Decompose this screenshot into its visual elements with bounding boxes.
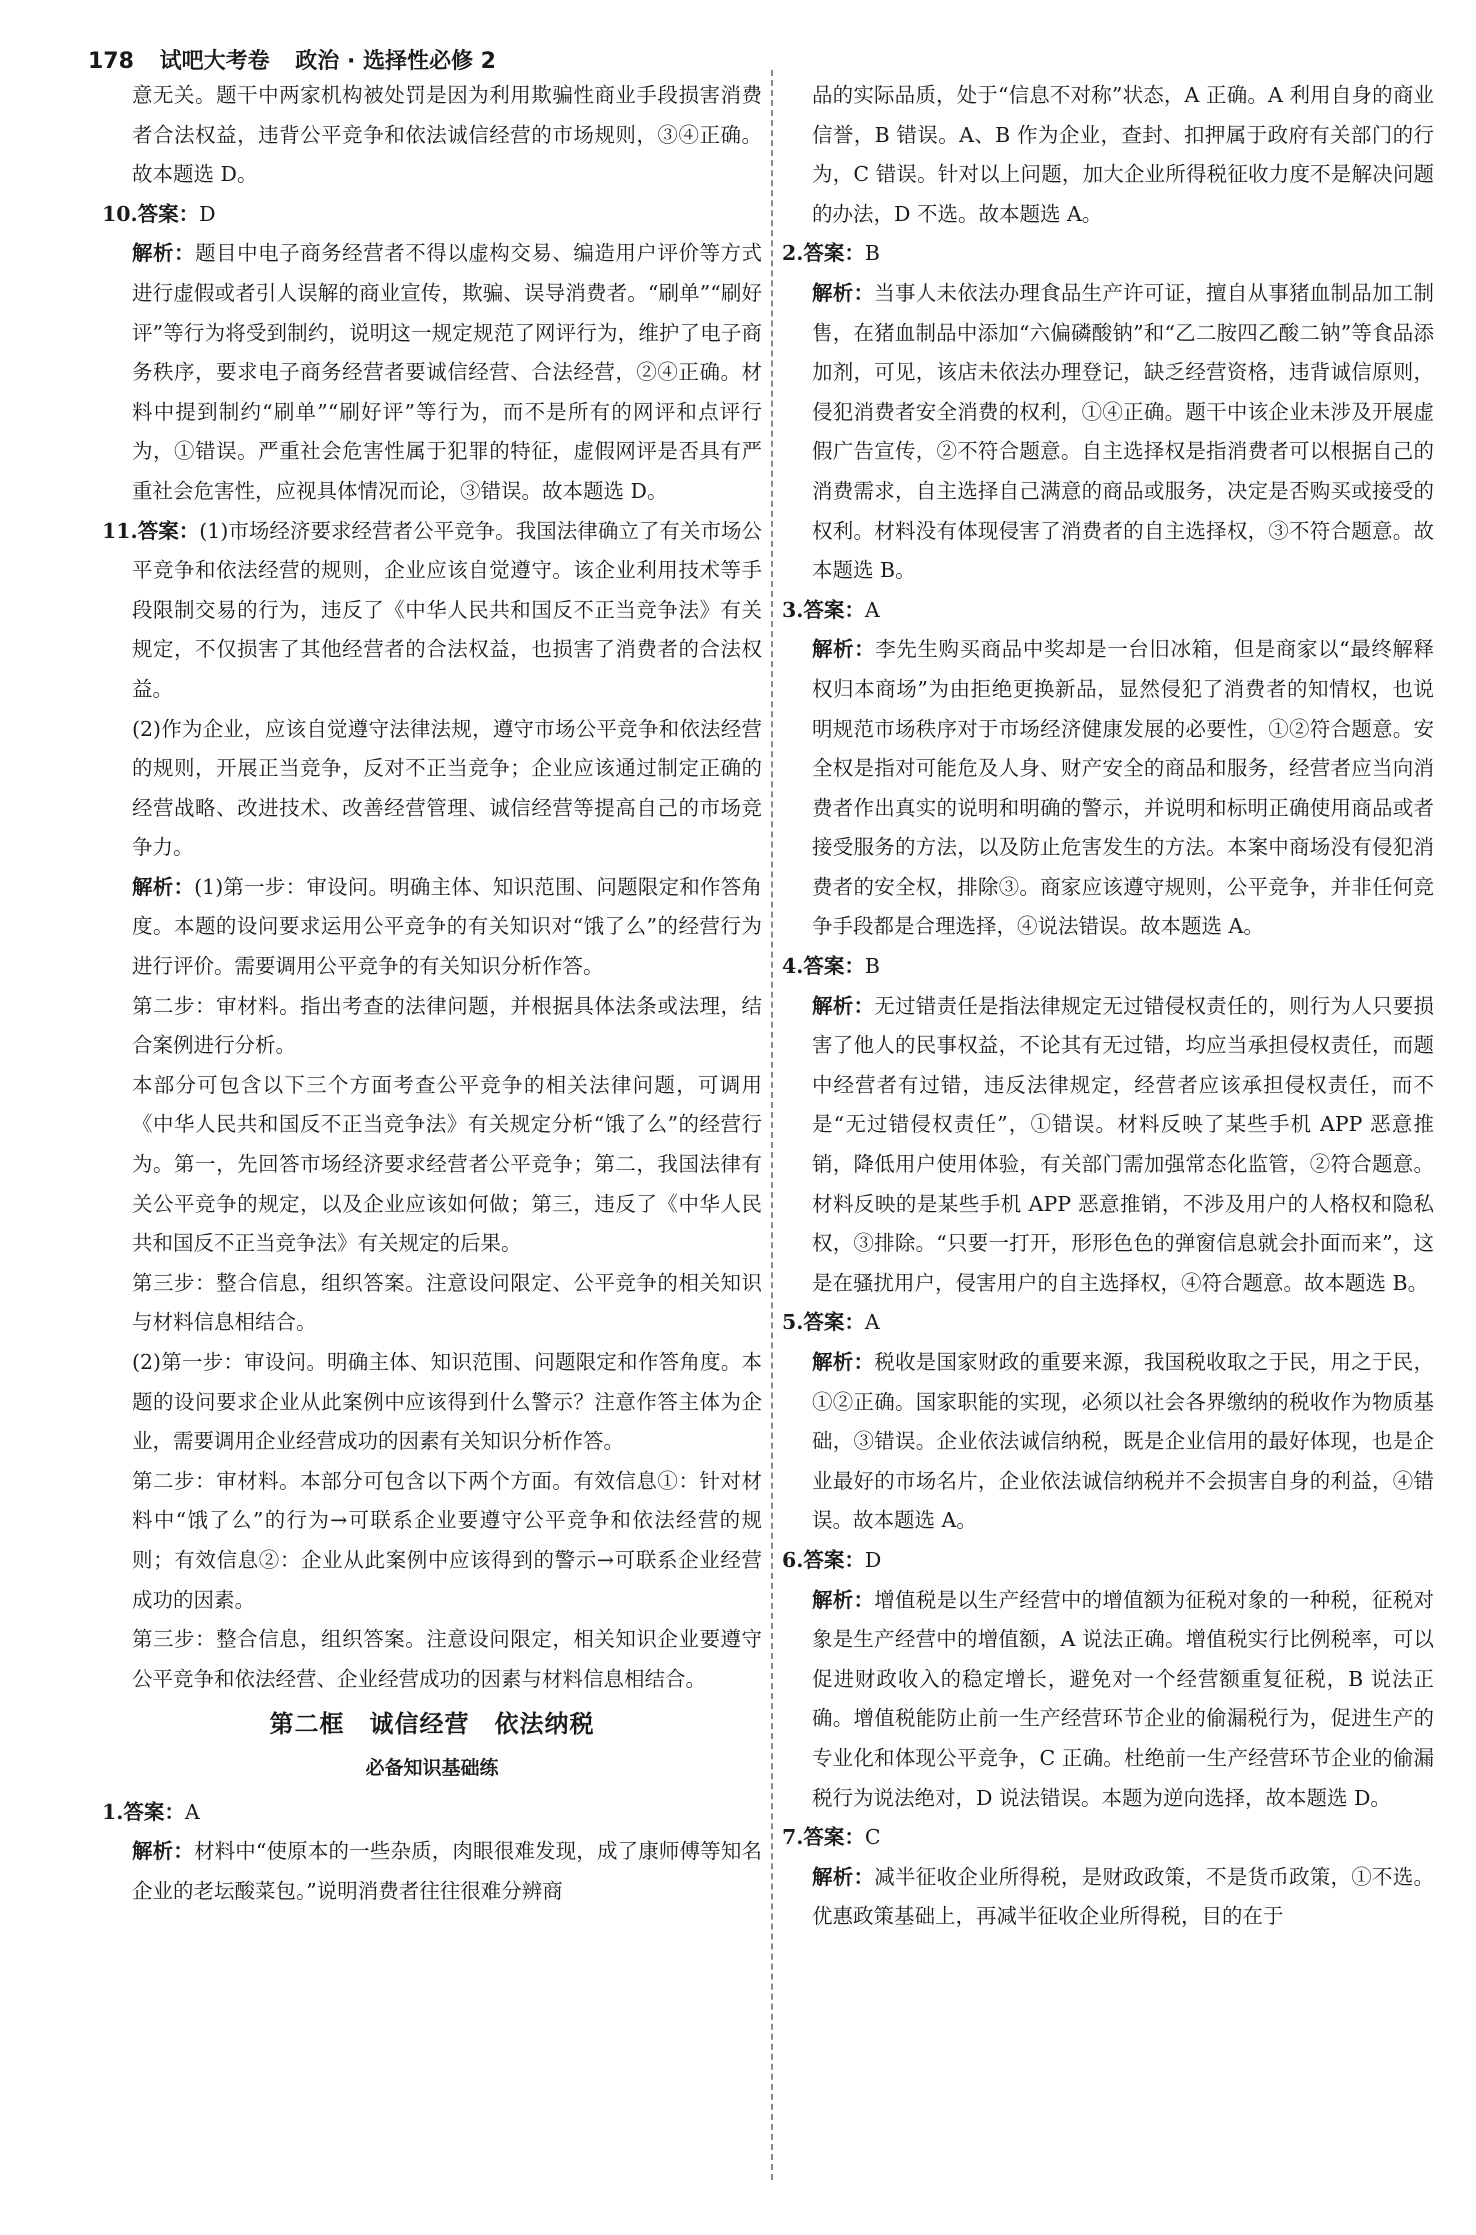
answer-text: (1)市场经济要求经营者公平竞争。我国法律确立了有关市场公平竞争和依法经营的规则，企业应该自觉遵守。该企业利用技术等手段限制交易的行为，违反了《中华人民共和国反不正当竞争法》有关规定，不仅损害了其他经营者的合法权益，也损害了消费者的合法权益。 — [132, 518, 762, 701]
question-number: 3. — [782, 597, 804, 622]
analysis-paragraph — [782, 987, 1434, 1304]
answer-text: D — [864, 1547, 882, 1572]
analysis-label: 解析： — [812, 1587, 875, 1612]
answer-text: D — [199, 201, 216, 226]
answer-text: B — [864, 954, 880, 979]
analysis-text: 减半征收企业所得税，是财政政策，不是货币政策，①不选。优惠政策基础上，再减半征收企业所得税，目的在于 — [812, 1864, 1435, 1929]
analysis-label: 解析： — [812, 637, 876, 662]
column-divider — [771, 70, 773, 2180]
page-header — [88, 44, 496, 75]
question-number: 5. — [782, 1310, 804, 1335]
analysis-text: 当事人未依法办理食品生产许可证，擅自从事猪血制品加工制售，在猪血制品中添加“六偏磷酸钠”和“乙二胺四乙酸二钠”等食品添加剂，可见，该店未依法办理登记，缺乏经营资格，违背诚信原则，侵犯消费者安全消费的权利，①④正确。题干中该企业未涉及开展虚假广告宣传，②不符合题意。自主选择权是指消费者可以根据自己的消费需求，自主选择自己满意的商品或服务，决定是否购买或接受的权利。材料没有体现侵害了消费者的自主选择权，③不符合题意。故本题选 B。 — [812, 280, 1435, 583]
answer-line — [782, 1541, 1434, 1581]
answer-label: 答案： — [803, 954, 865, 979]
answer-text: A — [864, 1310, 880, 1335]
analysis-text: 题目中电子商务经营者不得以虚构交易、编造用户评价等方式进行虚假或者引人误解的商业宣传，欺骗、误导消费者。“刷单”“刷好评”等行为将受到制约，说明这一规定规范了网评行为，维护了电子商务秩序，要求电子商务经营者要诚信经营、合法经营，②④正确。材料中提到制约“刷单”“刷好评”等行为，而不是所有的网评和点评行为，①错误。严重社会危害性属于犯罪的特征，虚假网评是否具有严重社会危害性，应视具体情况而论，③错误。故本题选 D。 — [132, 241, 763, 503]
answer-line — [782, 947, 1434, 987]
question-number: 1. — [102, 1799, 124, 1824]
analysis-paragraph — [782, 1858, 1434, 1937]
analysis-text: 增值税是以生产经营中的增值额为征税对象的一种税，征税对象是生产经营中的增值额，A 说法正确。增值税实行比例税率，可以促进财政收入的稳定增长，避免对一个经营额重复征税，B 说法正确。增值税能防止前一生产经营环节企业的偷漏税行为，促进生产的专业化和体现公平竞争，C 正确。杜绝前一生产经营环节企业的偷漏税行为说法绝对，D 说法错误。本题为逆向选择，故本题选 D。 — [812, 1587, 1435, 1810]
answer-line — [102, 1793, 762, 1833]
analysis-label: 解析： — [132, 1839, 194, 1864]
analysis-text: 材料中“使原本的一些杂质，肉眼很难发现，成了康师傅等知名企业的老坛酸菜包。”说明消费者往往很难分辨商 — [132, 1839, 762, 1903]
analysis-paragraph — [782, 630, 1434, 947]
answer-label: 答案： — [123, 1799, 185, 1824]
text-paragraph: 第二步：审材料。本部分可包含以下两个方面。有效信息①：针对材料中“饿了么”的行为→可联系企业要遵守公平竞争和依法经营的规则；有效信息②：企业从此案例中应该得到的警示→可联系企业经营成功的因素。 — [132, 1468, 762, 1612]
text-paragraph: 品的实际品质，处于“信息不对称”状态，A 正确。A 利用自身的商业信誉，B 错误。A、B 作为企业，查封、扣押属于政府有关部门的行为，C 错误。针对以上问题，加大企业所得税征收力度不是解决问题的办法，D 不选。故本题选 A。 — [812, 83, 1434, 226]
analysis-label: 解析： — [132, 241, 196, 266]
answer-text: B — [864, 241, 880, 266]
answer-text: C — [864, 1825, 881, 1850]
text-paragraph: 本部分可包含以下三个方面考查公平竞争的相关法律问题，可调用《中华人民共和国反不正当竞争法》有关规定分析“饿了么”的经营行为。第一，先回答市场经济要求经营者公平竞争；第二，我国法律有关公平竞争的规定，以及企业应该如何做；第三，违反了《中华人民共和国反不正当竞争法》有关规定的后果。 — [132, 1072, 762, 1256]
section-title: 第二框 诚信经营 依法纳税 — [269, 1710, 595, 1739]
subsection-title: 必备知识基础练 — [365, 1756, 499, 1779]
question-number: 6. — [782, 1547, 804, 1572]
question-number: 10. — [102, 201, 138, 226]
answer-line — [782, 1818, 1434, 1858]
question-number: 2. — [782, 241, 804, 266]
answer-line — [782, 591, 1434, 631]
answer-text: A — [184, 1799, 200, 1824]
analysis-text: (1)第一步：审设问。明确主体、知识范围、问题限定和作答角度。本题的设问要求运用公平竞争的有关知识对“饿了么”的经营行为进行评价。需要调用公平竞争的有关知识分析作答。 — [132, 874, 762, 979]
answer-label: 答案： — [803, 1825, 865, 1850]
analysis-label: 解析： — [812, 993, 875, 1018]
text-paragraph: (2)第一步：审设问。明确主体、知识范围、问题限定和作答角度。本题的设问要求企业从此案例中应该得到什么警示？注意作答主体为企业，需要调用企业经营成功的因素有关知识分析作答。 — [132, 1350, 762, 1454]
left-column — [102, 76, 762, 1911]
book-title: 试吧大考卷 — [159, 49, 270, 74]
answer-line — [102, 195, 762, 235]
text-paragraph: 意无关。题干中两家机构被处罚是因为利用欺骗性商业手段损害消费者合法权益，违背公平竞争和依法诚信经营的市场规则，③④正确。故本题选 D。 — [132, 83, 762, 187]
subject-title: 政治 · 选择性必修 2 — [295, 49, 496, 74]
answer-label: 答案： — [137, 201, 200, 226]
analysis-label: 解析： — [812, 280, 875, 305]
analysis-paragraph — [102, 234, 762, 511]
analysis-paragraph — [782, 1343, 1434, 1541]
answer-label: 答案： — [803, 1547, 865, 1572]
question-number: 4. — [782, 954, 804, 979]
answer-label: 答案： — [137, 518, 200, 543]
question-number: 11. — [102, 518, 138, 543]
analysis-label: 解析： — [812, 1350, 875, 1374]
text-paragraph: 第二步：审材料。指出考查的法律问题，并根据具体法条或法理，结合案例进行分析。 — [132, 993, 762, 1058]
answer-label: 答案： — [803, 241, 865, 266]
analysis-text: 李先生购买商品中奖却是一台旧冰箱，但是商家以“最终解释权归本商场”为由拒绝更换新品，显然侵犯了消费者的知情权，也说明规范市场秩序对于市场经济健康发展的必要性，①②符合题意。安全权是指对可能危及人身、财产安全的商品和服务，经营者应当向消费者作出真实的说明和明确的警示，并说明和标明正确使用商品或者接受服务的方法，以及防止危害发生的方法。本案中商场没有侵犯消费者的安全权，排除③。商家应该遵守规则，公平竞争，并非任何竞争手段都是合理选择，④说法错误。故本题选 A。 — [812, 637, 1434, 939]
analysis-paragraph — [102, 868, 762, 987]
answer-line — [782, 234, 1434, 274]
analysis-label: 解析： — [132, 874, 195, 899]
analysis-paragraph — [782, 274, 1434, 591]
text-paragraph: 第三步：整合信息，组织答案。注意设问限定，相关知识企业要遵守公平竞争和依法经营、企业经营成功的因素与材料信息相结合。 — [132, 1627, 762, 1691]
analysis-paragraph — [102, 1832, 762, 1911]
analysis-paragraph — [782, 1581, 1434, 1819]
answer-text: A — [864, 597, 880, 622]
answer-label: 答案： — [803, 1310, 865, 1335]
question-number: 7. — [782, 1825, 804, 1850]
text-paragraph: (2)作为企业，应该自觉遵守法律法规，遵守市场公平竞争和依法经营的规则，开展正当竞争，反对不正当竞争；企业应该通过制定正确的经营战略、改进技术、改善经营管理、诚信经营等提高自己的市场竞争力。 — [132, 716, 762, 860]
analysis-text: 无过错责任是指法律规定无过错侵权责任的，则行为人只要损害了他人的民事权益，不论其有无过错，均应当承担侵权责任，而题中经营者有过错，违反法律规定，经营者应该承担侵权责任，而不是“无过错侵权责任”，①错误。材料反映了某些手机 APP 恶意推销，降低用户使用体验，有关部门需加强常态化监管，②符合题意。材料反映的是某些手机 APP 恶意推销，不涉及用户的人格权和隐私权，③排除。“只要一打开，形形色色的弹窗信息就会扑面而来”，这是在骚扰用户，侵害用户的自主选择权，④符合题意。故本题选 B。 — [812, 993, 1435, 1295]
answer-label: 答案： — [803, 597, 865, 622]
answer-line — [782, 1303, 1434, 1343]
right-column — [782, 76, 1434, 1937]
analysis-label: 解析： — [812, 1864, 875, 1889]
analysis-text: 税收是国家财政的重要来源，我国税收取之于民，用之于民，①②正确。国家职能的实现，必须以社会各界缴纳的税收作为物质基础，③错误。企业依法诚信纳税，既是企业信用的最好体现，也是企业最好的市场名片，企业依法诚信纳税并不会损害自身的利益，④错误。故本题选 A。 — [812, 1350, 1435, 1533]
text-paragraph: 第三步：整合信息，组织答案。注意设问限定、公平竞争的相关知识与材料信息相结合。 — [132, 1270, 762, 1335]
answer-line — [102, 512, 762, 710]
page-number: 178 — [88, 49, 134, 74]
